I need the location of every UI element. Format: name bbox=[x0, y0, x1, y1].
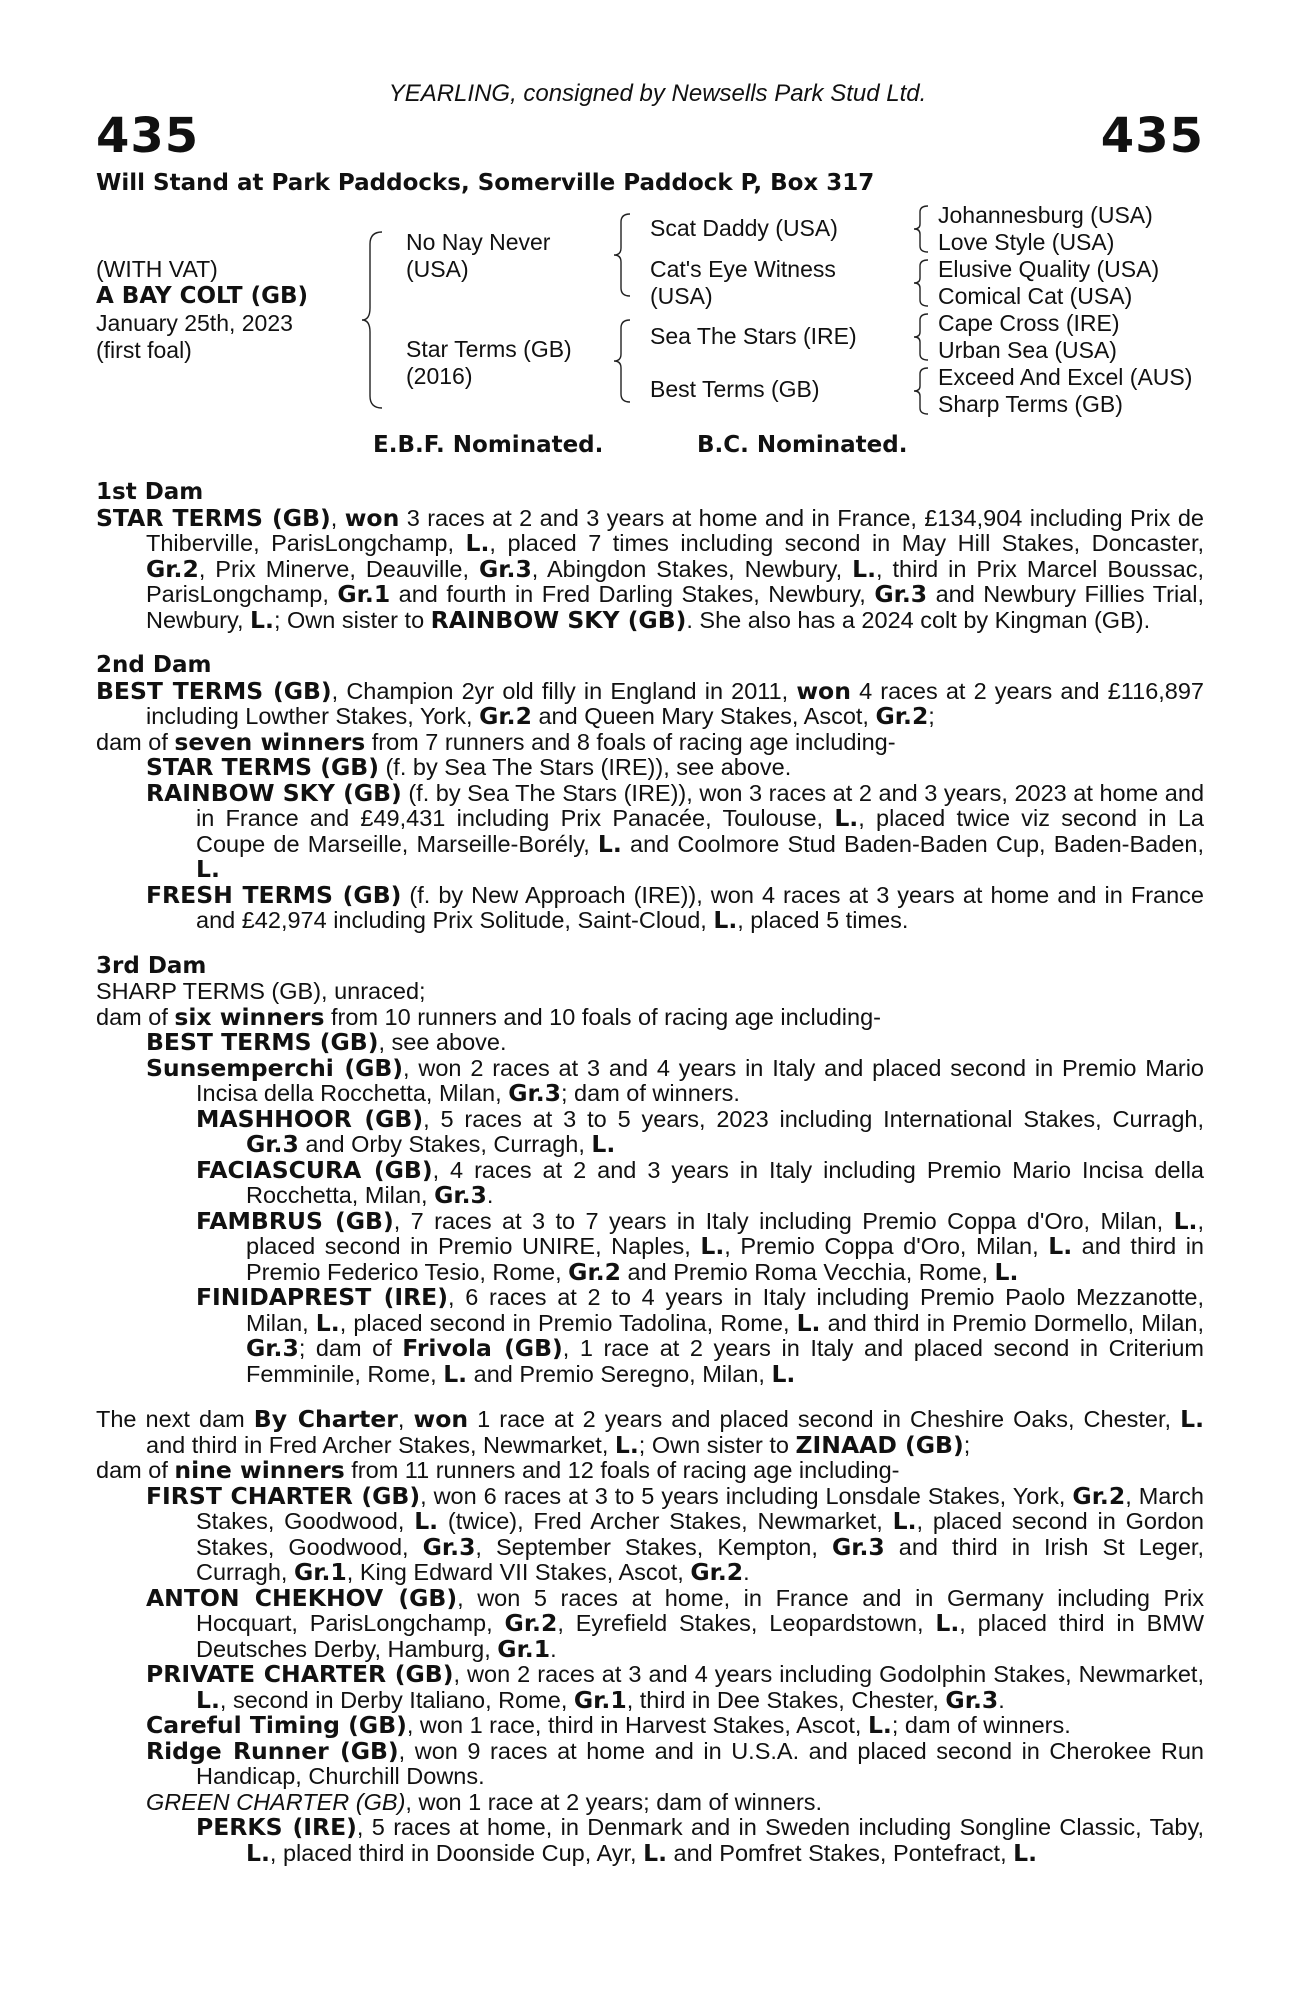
pedigree-brace-main bbox=[360, 230, 390, 410]
ebf-nomination: E.B.F. Nominated. bbox=[373, 432, 604, 458]
catalogue-body bbox=[96, 480, 1204, 1866]
dam3-produce-item: Sunsemperchi (GB), won 2 races at 3 and 4 years in Italy and placed second in Premio Mario Incisa della Rocchetta, Milan, Gr.3; dam of winners. bbox=[146, 1053, 1204, 1107]
foaling-date: January 25th, 2023 bbox=[96, 310, 293, 336]
dam2-produce-item: RAINBOW SKY (GB) (f. by Sea The Stars (IRE)), won 3 races at 2 and 3 years, 2023 at home and in France and £49,431 including Prix Panacée, Toulouse, L., placed twice viz second in La Coupe de Marseille, Marseille-Borély, L. and Coolmore Stud Baden-Baden Cup, Baden-Baden, L. bbox=[146, 778, 1205, 883]
dam3-paragraph: SHARP TERMS (GB), unraced; bbox=[96, 978, 426, 1004]
next-dam-produce-item: ANTON CHEKHOV (GB), won 5 races at home, in France and in Germany including Prix Hocquart, ParisLongchamp, Gr.2, Eyrefield Stakes, Leopardstown, L., placed third in BMW Deutsches Derby, Hamburg, Gr.1. bbox=[146, 1583, 1205, 1663]
pedigree-brace-dd bbox=[912, 366, 932, 416]
section-heading-1st-dam: 1st Dam bbox=[96, 479, 204, 505]
lot-number-right: 435 bbox=[1100, 108, 1204, 164]
next-dam-produce-item: Ridge Runner (GB), won 9 races at home and in U.S.A. and placed second in Cherokee Run Handicap, Churchill Downs. bbox=[146, 1736, 1204, 1789]
dam2-produce-item: FRESH TERMS (GB) (f. by New Approach (IRE)), won 4 races at 3 years at home and in France and £42,974 including Prix Solitude, Saint-Cloud, L., placed 5 times. bbox=[146, 880, 1205, 934]
dam3-grandproduce-item: MASHHOOR (GB), 5 races at 3 to 5 years, 2023 including International Stakes, Curragh, Gr.3 and Orby Stakes, Curragh, L. bbox=[196, 1104, 1204, 1158]
pedigree-dam: Star Terms (GB) (2016) bbox=[406, 336, 572, 389]
foal-note: (first foal) bbox=[96, 337, 192, 363]
pedigree-brace-sire bbox=[612, 212, 636, 298]
pedigree-sire-sire: Scat Daddy (USA) bbox=[650, 215, 838, 241]
next-dam-produce-item: GREEN CHARTER (GB), won 1 race at 2 years; dam of winners. bbox=[146, 1788, 823, 1815]
dam1-paragraph: STAR TERMS (GB), won 3 races at 2 and 3 years at home and in France, £134,904 including Prix de Thiberville, ParisLongchamp, L., placed 7 times including second in May Hill Stakes, Doncaster, Gr.2, Prix Minerve, Deauville, Gr.3, Abingdon Stakes, Newbury, L., third in Prix Marcel Boussac, ParisLongchamp, Gr.1 and fourth in Fred Darling Stakes, Newbury, Gr.3 and Newbury Fillies Trial, Newbury, L.; Own sister to RAINBOW SKY (GB). She also has a 2024 colt by Kingman (GB). bbox=[96, 503, 1205, 634]
bc-nomination: B.C. Nominated. bbox=[697, 432, 908, 458]
lot-number-left: 435 bbox=[96, 108, 200, 164]
vat-note: (WITH VAT) bbox=[96, 256, 218, 282]
horse-name: A BAY COLT (GB) bbox=[96, 283, 309, 309]
pedigree-brace-dam bbox=[612, 318, 636, 404]
next-dam-produce-item: PRIVATE CHARTER (GB), won 2 races at 3 and 4 years including Godolphin Stakes, Newmarket, L., second in Derby Italiano, Rome, Gr.1, third in Dee Stakes, Chester, Gr.3. bbox=[146, 1660, 1204, 1714]
next-dam-paragraph: The next dam By Charter, won 1 race at 2 years and placed second in Cheshire Oaks, Chester, L. and third in Fred Archer Stakes, Newmarket, L.; Own sister to ZINAAD (GB); bbox=[96, 1405, 1204, 1459]
pedigree-brace-ss bbox=[912, 204, 932, 254]
consignment-line: YEARLING, consigned by Newsells Park Stud Ltd. bbox=[388, 80, 927, 107]
next-dam-produce-item: FIRST CHARTER (GB), won 6 races at 3 to 5 years including Lonsdale Stakes, York, Gr.2, March Stakes, Goodwood, L. (twice), Fred Archer Stakes, Newmarket, L., placed second in Gordon Stakes, Goodwood, Gr.3, September Stakes, Kempton, Gr.3 and third in Irish St Leger, Curragh, Gr.1, King Edward VII Stakes, Ascot, Gr.2. bbox=[146, 1481, 1205, 1586]
pedigree-brace-sd bbox=[912, 258, 932, 308]
pedigree-gen3: Johannesburg (USA) Love Style (USA) Elusive Quality (USA) Comical Cat (USA) Cape Cross (IRE) Urban Sea (USA) Exceed And Excel (AUS) Sharp Terms (GB) bbox=[938, 202, 1193, 417]
horse-info bbox=[96, 256, 308, 364]
dam3-grandproduce-item: FINIDAPREST (IRE), 6 races at 2 to 4 years in Italy including Premio Paolo Mezzanotte, Milan, L., placed second in Premio Tadolina, Rome, L. and third in Premio Dormello, Milan, Gr.3; dam of Frivola (GB), 1 race at 2 years in Italy and placed second in Criterium Femminile, Rome, L. and Premio Seregno, Milan, L. bbox=[196, 1283, 1204, 1388]
dam3-grandproduce-item: FACIASCURA (GB), 4 races at 2 and 3 years in Italy including Premio Mario Incisa della Rocchetta, Milan, Gr.3. bbox=[196, 1155, 1204, 1209]
next-dam-grandproduce-item: PERKS (IRE), 5 races at home, in Denmark and in Sweden including Songline Classic, Taby, L., placed third in Doonside Cup, Ayr, L. and Pomfret Stakes, Pontefract, L. bbox=[196, 1813, 1204, 1867]
section-heading-2nd-dam: 2nd Dam bbox=[96, 652, 212, 678]
stand-location: Will Stand at Park Paddocks, Somerville Paddock P, Box 317 bbox=[96, 170, 875, 196]
next-dam-produce-summary: dam of nine winners from 11 runners and 12 foals of racing age including- bbox=[96, 1456, 900, 1484]
pedigree-brace-ds bbox=[912, 312, 932, 362]
pedigree-dam-dam: Best Terms (GB) bbox=[650, 376, 820, 402]
dam3-produce-item: BEST TERMS (GB), see above. bbox=[146, 1028, 507, 1056]
dam3-produce-summary: dam of six winners from 10 runners and 10 foals of racing age including- bbox=[96, 1002, 881, 1031]
dam3-grandproduce-item: FAMBRUS (GB), 7 races at 3 to 7 years in Italy including Premio Coppa d'Oro, Milan, L., placed second in Premio UNIRE, Naples, L., Premio Coppa d'Oro, Milan, L. and third in Premio Federico Tesio, Rome, Gr.2 and Premio Roma Vecchia, Rome, L. bbox=[196, 1206, 1204, 1286]
pedigree-sire-dam: Cat's Eye Witness (USA) bbox=[650, 256, 836, 309]
next-dam-produce-item: Careful Timing (GB), won 1 race, third in Harvest Stakes, Ascot, L.; dam of winners. bbox=[146, 1711, 1071, 1739]
dam2-paragraph: BEST TERMS (GB), Champion 2yr old filly in England in 2011, won 4 races at 2 years and £116,897 including Lowther Stakes, York, Gr.2 and Queen Mary Stakes, Ascot, Gr.2; bbox=[96, 676, 1205, 730]
section-heading-3rd-dam: 3rd Dam bbox=[96, 952, 207, 979]
dam2-produce-item: STAR TERMS (GB) (f. by Sea The Stars (IRE)), see above. bbox=[146, 753, 792, 781]
dam2-produce-summary: dam of seven winners from 7 runners and 8 foals of racing age including- bbox=[96, 727, 896, 756]
pedigree-dam-sire: Sea The Stars (IRE) bbox=[650, 323, 857, 349]
pedigree-sire: No Nay Never (USA) bbox=[406, 229, 551, 282]
